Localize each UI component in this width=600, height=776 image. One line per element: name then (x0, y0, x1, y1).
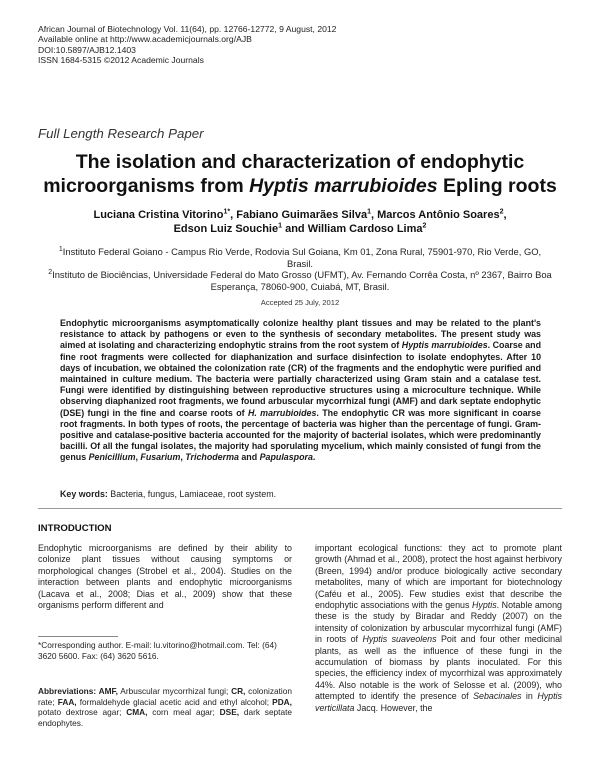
abstract-text: . Coarse and fine root fragments were collected for diaphanization and surface disinfection to isolate endophytes. After 10 days of incubation, we obtained the colonization rate (CR) of the fragments and the endophytic were purified and maintained in culture medium. The bacteria were partially characterized using Gram stain and a catalase test. Fungi were identified by distinguishing between reproductive structures using a microculture technique. While observing diaphanized root fragments, we found arbuscular mycorrhizal fungi (AMF) and dark septate endophytic (DSE) fungi in the fine and coarse roots of (60, 340, 541, 418)
abstract-text: , (135, 452, 141, 463)
abstract-italic: Papulaspora (259, 452, 313, 463)
abbrev-value: colonization rate; (38, 686, 292, 707)
abstract-text: and (238, 452, 260, 463)
corresponding-mark: * (227, 208, 231, 216)
abstract-text: . The endophytic CR was more significant in coarse root fragments. In both types of roots, the percentage of bacteria was higher than the percentage of fungi. Gram-positive and catalase-positive bacteria accounted for the majority of bacterial isolates, which were predominantly bacilli. Of all the fungal isolates, the majority had sporulating mycelium, which mainly consisted of fungi from the genus (60, 407, 541, 463)
author-line-2 (40, 223, 560, 237)
abbrev-label: Abbreviations: (38, 686, 97, 696)
abbrev-value: Arbuscular mycorrhizal fungi; (117, 686, 232, 696)
affiliation-number: 2 (48, 269, 53, 277)
abbrev-value: formaldehyde glacial acetic acid and ethyl alcohol; (76, 696, 273, 707)
body-italic: Hyptis (471, 600, 497, 611)
article-type: Full Length Research Paper (38, 126, 204, 141)
separator: and (282, 222, 308, 235)
corresponding-author-footnote: *Corresponding author. E-mail: lu.vitorino@hotmail.com. Tel: (64) 3620 5600. Fax: (64) 3620 5616. (38, 640, 277, 661)
body-italic: Hyptis suaveolens (362, 634, 437, 645)
author-line-1 (40, 209, 560, 223)
title-line-1: The isolation and characterization of endophytic (75, 151, 525, 173)
abbrev-key: DSE, (219, 707, 240, 718)
body-text: important ecological functions: they act to promote plant growth (Ahmad et al., 2008), protect the host against herbivory (Breen, 1994) and/or produce biologically active secondary metabolites, many of which are important for biotechnology (Caféu et al., 2005). Few studies exist that describe the endophytic associations with the genus (315, 543, 562, 611)
body-text: in (521, 691, 538, 702)
title-line-2 (20, 174, 580, 198)
body-text: Jacq. However, the (354, 702, 433, 713)
affiliation-2 (48, 269, 552, 292)
abbreviations (38, 686, 292, 728)
abstract (60, 318, 541, 464)
abstract-text: . (312, 452, 316, 463)
body-italic: Sebacinales (473, 691, 522, 702)
divider (38, 508, 562, 509)
body-text: Poit and four other medicinal plants, as well as the influence of these fungi in the accumulation of biomass by plants inoculated. For this species, the efficiency index of mycorrhizal was approximately 44%. Also notable is the work of Selosse et al. (2009), who attempted to identify the presence of (315, 634, 562, 702)
keywords-text: Bacteria, fungus, Lamiaceae, root system. (107, 489, 277, 499)
affiliation-ref: 1 (278, 221, 283, 229)
body-column-left (38, 543, 292, 611)
abbrev-key: PDA, (272, 696, 292, 707)
abstract-italic: Penicillium (88, 452, 136, 463)
title-text: Epling roots (437, 175, 557, 197)
abstract-italic: Trichoderma (185, 452, 239, 463)
author-name: Fabiano Guimarães Silva (236, 209, 368, 221)
affiliation-ref: 2 (499, 208, 504, 216)
affiliations (48, 246, 552, 292)
author-name: Luciana Cristina Vitorino (93, 209, 224, 221)
affiliation-text: Instituto Federal Goiano - Campus Rio Verde, Rodovia Sul Goiana, Km 01, Zona Rural, 75901-970, Rio Verde, GO, Brasil. (62, 246, 542, 269)
abstract-italic: H. marrubioides (247, 407, 317, 418)
footnote-divider (38, 636, 118, 637)
issn: ISSN 1684-5315 ©2012 Academic Journals (38, 54, 204, 65)
affiliation-ref: 1 (367, 208, 371, 216)
abstract-italic: Fusarium (140, 452, 181, 463)
paper-title (20, 150, 580, 198)
separator: , (230, 209, 237, 221)
author-list (40, 209, 560, 236)
paragraph: Endophytic microorganisms are defined by their ability to colonize plant tissues without causing symptoms or morphological changes (Strobel et al., 2004). Studies on the interaction between plants and endophytic microorganisms (Lacava et al., 2008; Dias et al., 2009) show that these organisms perform different and (38, 543, 292, 611)
journal-citation: African Journal of Biotechnology Vol. 11(64), pp. 12766-12772, 9 August, 2012 (38, 24, 337, 34)
abbrev-key: AMF, (96, 686, 118, 696)
abbrev-value: dark septate endophytes. (38, 707, 293, 728)
separator: , (503, 209, 507, 221)
abbrev-key: FAA, (57, 696, 77, 707)
author-name: Marcos Antônio Soares (377, 209, 500, 221)
author-name: William Cardoso Lima (307, 222, 423, 235)
body-text: . Notable among these is the study by Biradar and Reddy (2007) on the intensity of colonization by arbuscular mycorrhizal fungi (AMF) in roots of (315, 600, 562, 645)
keywords-label: Key words: (60, 489, 108, 499)
affiliation-ref: 2 (422, 221, 427, 229)
affiliation-ref: 1 (223, 208, 228, 216)
section-heading: INTRODUCTION (38, 523, 112, 534)
journal-header (38, 24, 336, 65)
abstract-text: Endophytic microorganisms asymptomatically colonize healthy plant tissues and may be related to the plant's resistance to attack by pathogens or even to the synthesis of secondary metabolites. The present study was aimed at isolating and characterizing endophytic strains from the root system of (60, 318, 541, 351)
abstract-text: , (180, 452, 186, 463)
body-italic: Hyptis verticillata (315, 691, 562, 713)
title-species: Hyptis marrubioides (249, 175, 438, 197)
journal-url: Available online at http://www.academicjournals.org/AJB (38, 34, 252, 45)
abbrev-key: CMA, (126, 707, 148, 718)
doi: DOI:10.5897/AJB12.1403 (38, 44, 136, 55)
abstract-italic: Hyptis marrubioides (401, 340, 488, 351)
separator: , (370, 209, 378, 221)
affiliation-number: 1 (58, 245, 63, 253)
body-column-right (315, 543, 562, 714)
affiliation-text: Instituto de Biociências, Universidade Federal do Mato Grosso (UFMT), Av. Fernando Corrêa Costa, nº 2367, Bairro Boa Esperança, 78060-900, Cuiabá, MT, Brasil. (52, 269, 552, 292)
abbrev-value: corn meal agar; (147, 707, 220, 718)
accepted-date: Accepted 25 July, 2012 (260, 298, 340, 307)
keywords (60, 489, 541, 499)
author-name: Edson Luiz Souchie (173, 222, 279, 235)
title-text: microorganisms from (43, 175, 250, 197)
abbrev-value: potato dextrose agar; (38, 707, 127, 718)
abbrev-key: CR, (231, 686, 246, 696)
affiliation-1 (48, 246, 552, 269)
